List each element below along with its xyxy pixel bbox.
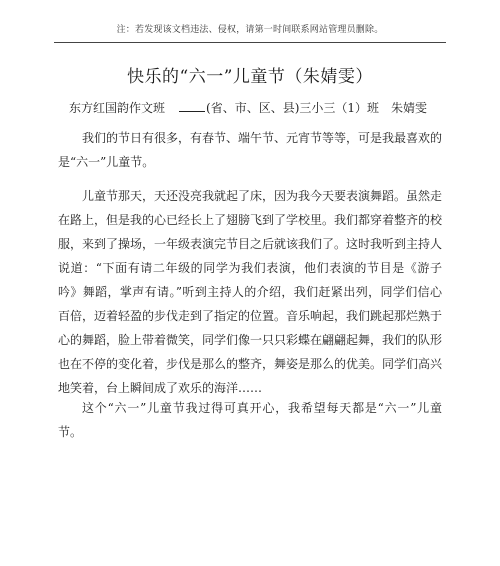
byline-blank-line — [179, 100, 205, 112]
byline-class-name: 东方红国韵作文班 — [69, 101, 166, 115]
document-title: 快乐的“六一”儿童节（朱婧雯） — [127, 67, 373, 87]
byline — [69, 99, 449, 116]
paragraph-intro: 我们的节日有很多，有春节、端午节、元宵节等等，可是我最喜欢的是“六一”儿童节。 — [58, 131, 443, 169]
header-divider — [54, 42, 446, 43]
paragraph-body: 儿童节那天，天还没亮我就起了床，因为我今天要表演舞蹈。虽然走在路上，但是我的心已经长上了翅膀飞到了学校里。我们都穿着整齐的校服，来到了操场，一年级表演完节目之后就该我们了。这时我听到主持人说道：“下面有请二年级的同学为我们表演，他们表演的节目是《游子吟》舞蹈，掌声有请。”听到主持人的介绍，我们赶紧出列，同学们信心百倍，迈着轻盈的步伐走到了指定的位置。音乐响起，我们跳起那烂熟于心的舞蹈，脸上带着微笑，同学们像一只只彩蝶在翩翩起舞，我们的队形也在不停的变化着，步伐是那么的整齐，舞姿是那么的优美。同学们高兴地笑着，台上瞬间成了欢乐的海洋…… — [58, 189, 443, 395]
paragraph-conclusion: 这个“六一”儿童节我过得可真开心，我希望每天都是“六一”儿童节。 — [58, 401, 442, 439]
copyright-notice: 注：若发现该文档违法、侵权，请第一时间联系网站管理员删除。 — [116, 25, 384, 35]
byline-author: (省、市、区、县)三小三（1）班 朱婧雯 — [206, 101, 428, 115]
